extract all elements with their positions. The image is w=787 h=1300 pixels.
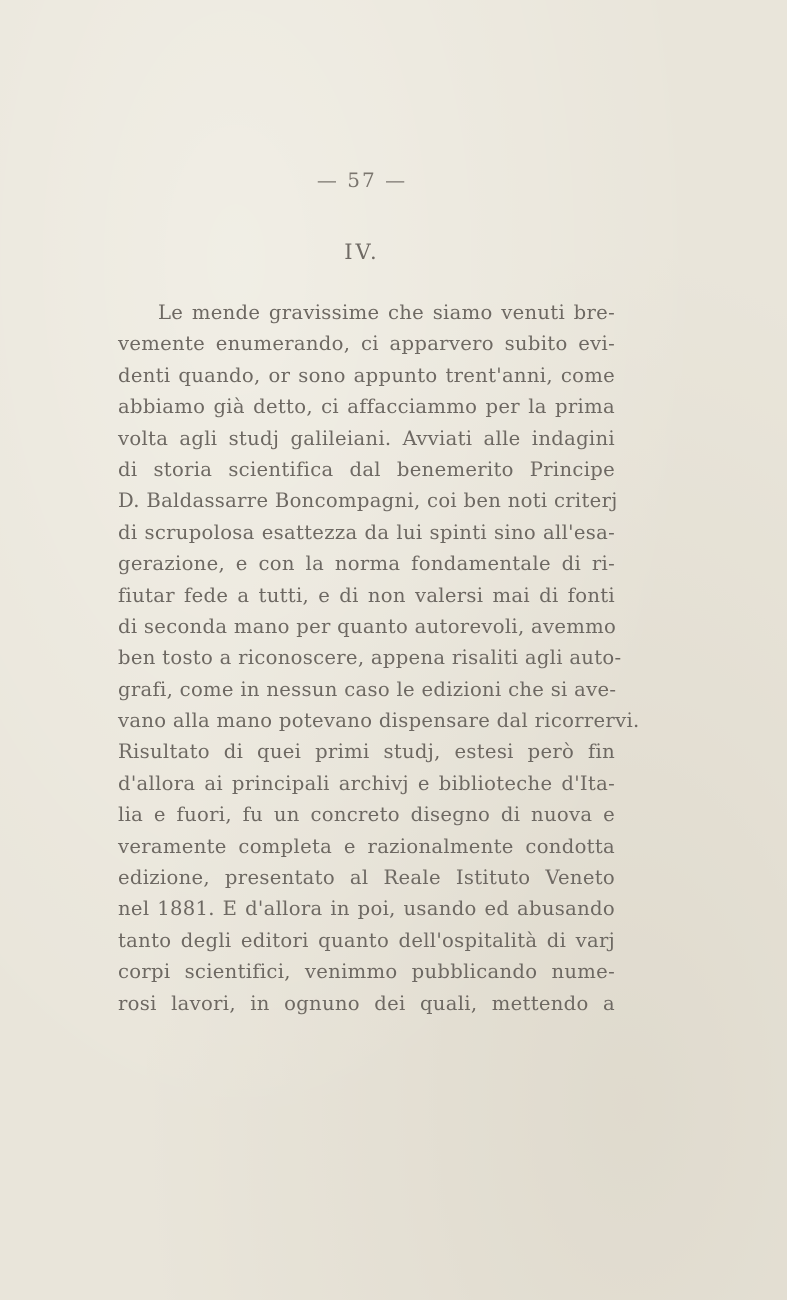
text-line: lia e fuori, fu un concreto disegno di nuova e bbox=[118, 803, 615, 827]
text-line: di scrupolosa esattezza da lui spinti sino all'esa- bbox=[118, 520, 615, 544]
text-line: tanto degli editori quanto dell'ospitalità di varj bbox=[118, 928, 615, 952]
text-line: di seconda mano per quanto autorevoli, avemmo bbox=[118, 614, 617, 638]
text-line: di storia scientifica dal benemerito Principe bbox=[118, 457, 615, 481]
text-line: veramente completa e razionalmente condotta bbox=[118, 834, 615, 858]
text-line: corpi scientifici, venimmo pubblicando nume- bbox=[118, 960, 615, 984]
text-line: nel 1881. E d'allora in poi, usando ed abusando bbox=[118, 897, 615, 921]
text-line: fiutar fede a tutti, e di non valersi mai di fonti bbox=[118, 583, 615, 607]
section-heading: IV. bbox=[344, 240, 380, 264]
text-line: gerazione, e con la norma fondamentale di ri- bbox=[118, 552, 615, 576]
text-line: D. Baldassarre Boncompagni, coi ben noti criterj bbox=[118, 489, 618, 513]
text-line: d'allora ai principali archivj e biblioteche d'Ita- bbox=[118, 771, 615, 795]
text-line: edizione, presentato al Reale Istituto Veneto bbox=[118, 866, 615, 890]
text-line: vemente enumerando, ci apparvero subito evi- bbox=[118, 332, 615, 356]
text-line: abbiamo già detto, ci affacciammo per la prima bbox=[118, 395, 615, 419]
text-line: Le mende gravissime che siamo venuti bre- bbox=[158, 301, 615, 324]
text-line: denti quando, or sono appunto trent'anni, come bbox=[118, 363, 615, 387]
text-line: vano alla mano potevano dispensare dal ricorrervi. bbox=[118, 709, 640, 733]
text-line: rosi lavori, in ognuno dei quali, mettendo a bbox=[118, 991, 615, 1015]
page-number: — 57 — bbox=[316, 168, 408, 192]
text-line: Risultato di quei primi studj, estesi però fin bbox=[118, 740, 615, 764]
body-paragraph bbox=[118, 297, 640, 1019]
text-line: volta agli studj galileiani. Avviati alle indagini bbox=[118, 426, 615, 450]
text-line: grafi, come in nessun caso le edizioni che si ave- bbox=[118, 677, 617, 701]
text-line: ben tosto a riconoscere, appena risaliti agli auto- bbox=[118, 646, 622, 670]
